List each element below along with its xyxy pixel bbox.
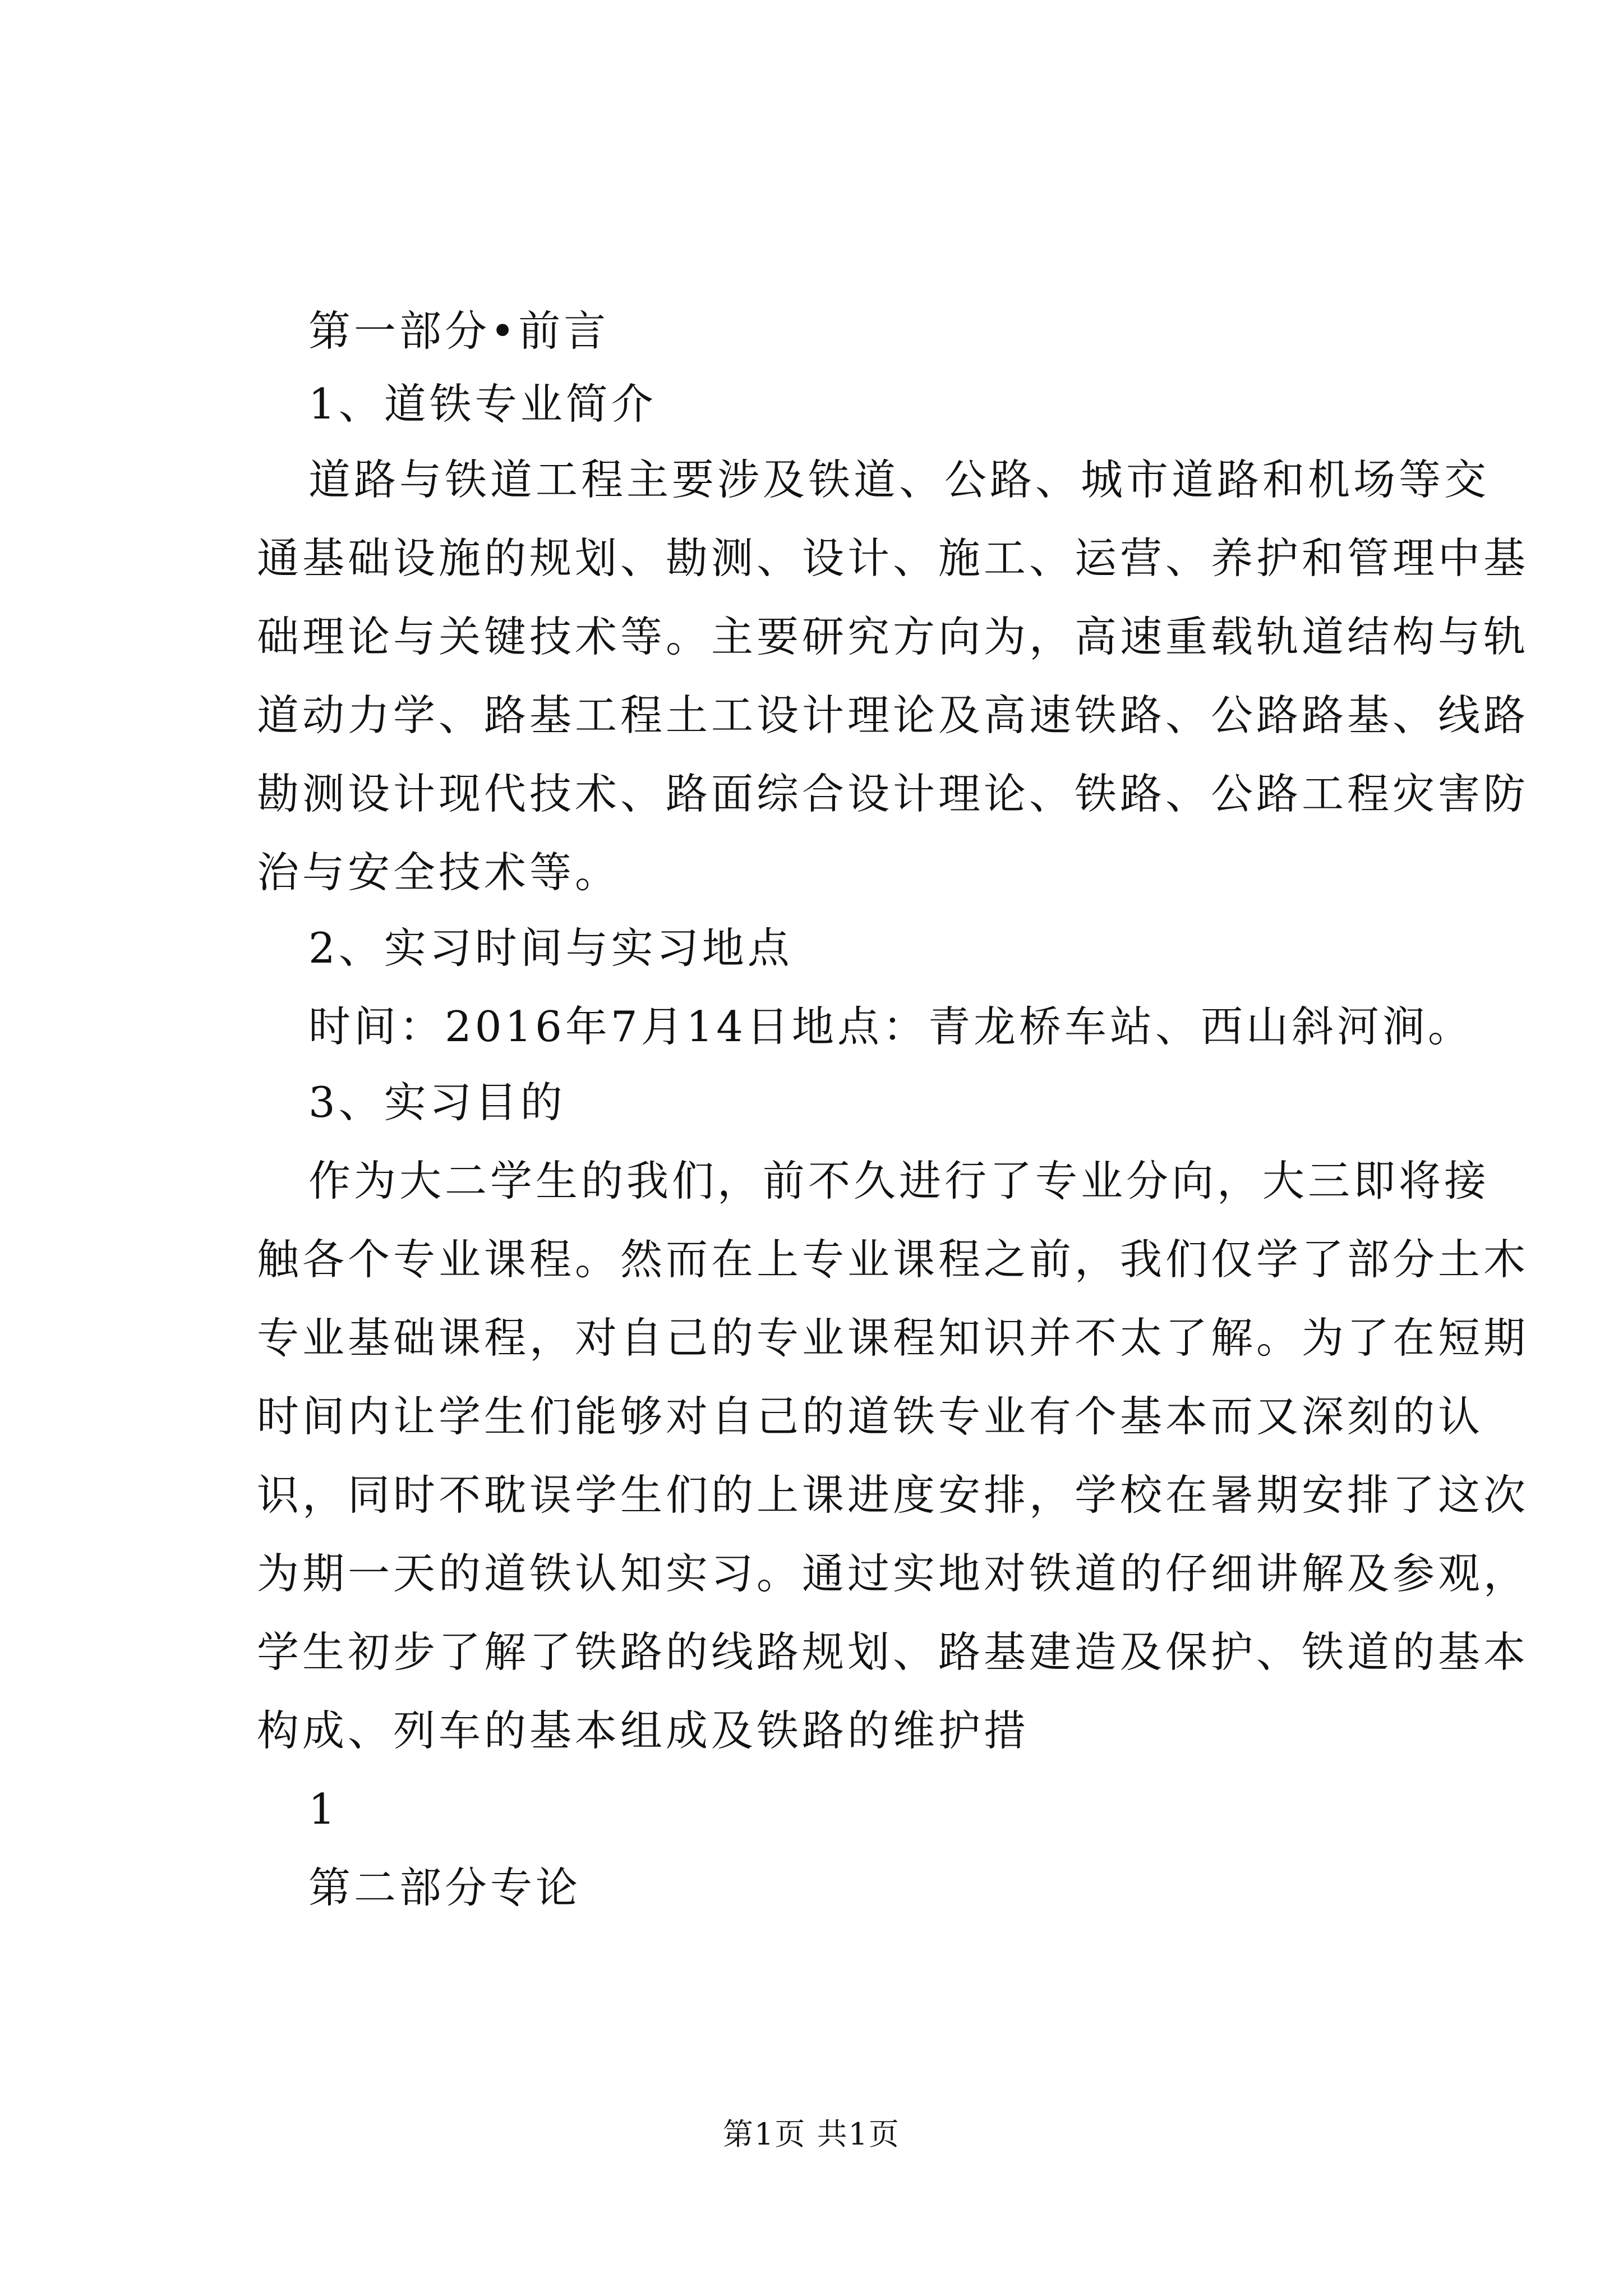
paragraph-line: 道路与铁道工程主要涉及铁道、公路、城市道路和机场等交 [308,455,1490,504]
section-heading-2: 第二部分专论 [308,1863,582,1912]
section-heading-1: 第一部分•前言 [308,306,610,356]
paragraph-line: 通基础设施的规划、勘测、设计、施工、运营、养护和管理中基 [257,533,1529,583]
paragraph-line: 触各个专业课程。然而在上专业课程之前，我们仅学了部分土木 [257,1235,1529,1284]
paragraph-line: 识，同时不耽误学生们的上课进度安排，学校在暑期安排了这次 [257,1470,1529,1520]
paragraph-line: 道动力学、路基工程土工设计理论及高速铁路、公路路基、线路 [257,691,1529,740]
page-footer: 第1页 共1页 [723,2116,900,2152]
paragraph-line: 勘测设计现代技术、路面综合设计理论、铁路、公路工程灾害防 [257,769,1529,818]
paragraph-line: 构成、列车的基本组成及铁路的维护措 [257,1706,1030,1755]
paragraph-line: 时间内让学生们能够对自己的道铁专业有个基本而又深刻的认 [257,1392,1484,1441]
paragraph-line: 时间：2016年7月14日地点：青龙桥车站、西山斜河涧。 [308,1002,1474,1051]
paragraph-line: 础理论与关键技术等。主要研究方向为，高速重载轨道结构与轨 [257,612,1529,661]
page-number-inline: 1 [308,1784,339,1834]
paragraph-line: 学生初步了解了铁路的线路规划、路基建造及保护、铁道的基本 [257,1627,1529,1677]
paragraph-line: 治与安全技术等。 [257,848,621,897]
subheading-intro: 1、道铁专业简介 [308,379,657,429]
paragraph-line: 作为大二学生的我们，前不久进行了专业分向，大三即将接 [308,1156,1490,1205]
paragraph-line: 为期一天的道铁认知实习。通过实地对铁道的仔细讲解及参观， [257,1549,1529,1598]
subheading-time-place: 2、实习时间与实习地点 [308,923,793,973]
subheading-purpose: 3、实习目的 [308,1078,566,1127]
paragraph-line: 专业基础课程，对自己的专业课程知识并不太了解。为了在短期 [257,1313,1529,1363]
